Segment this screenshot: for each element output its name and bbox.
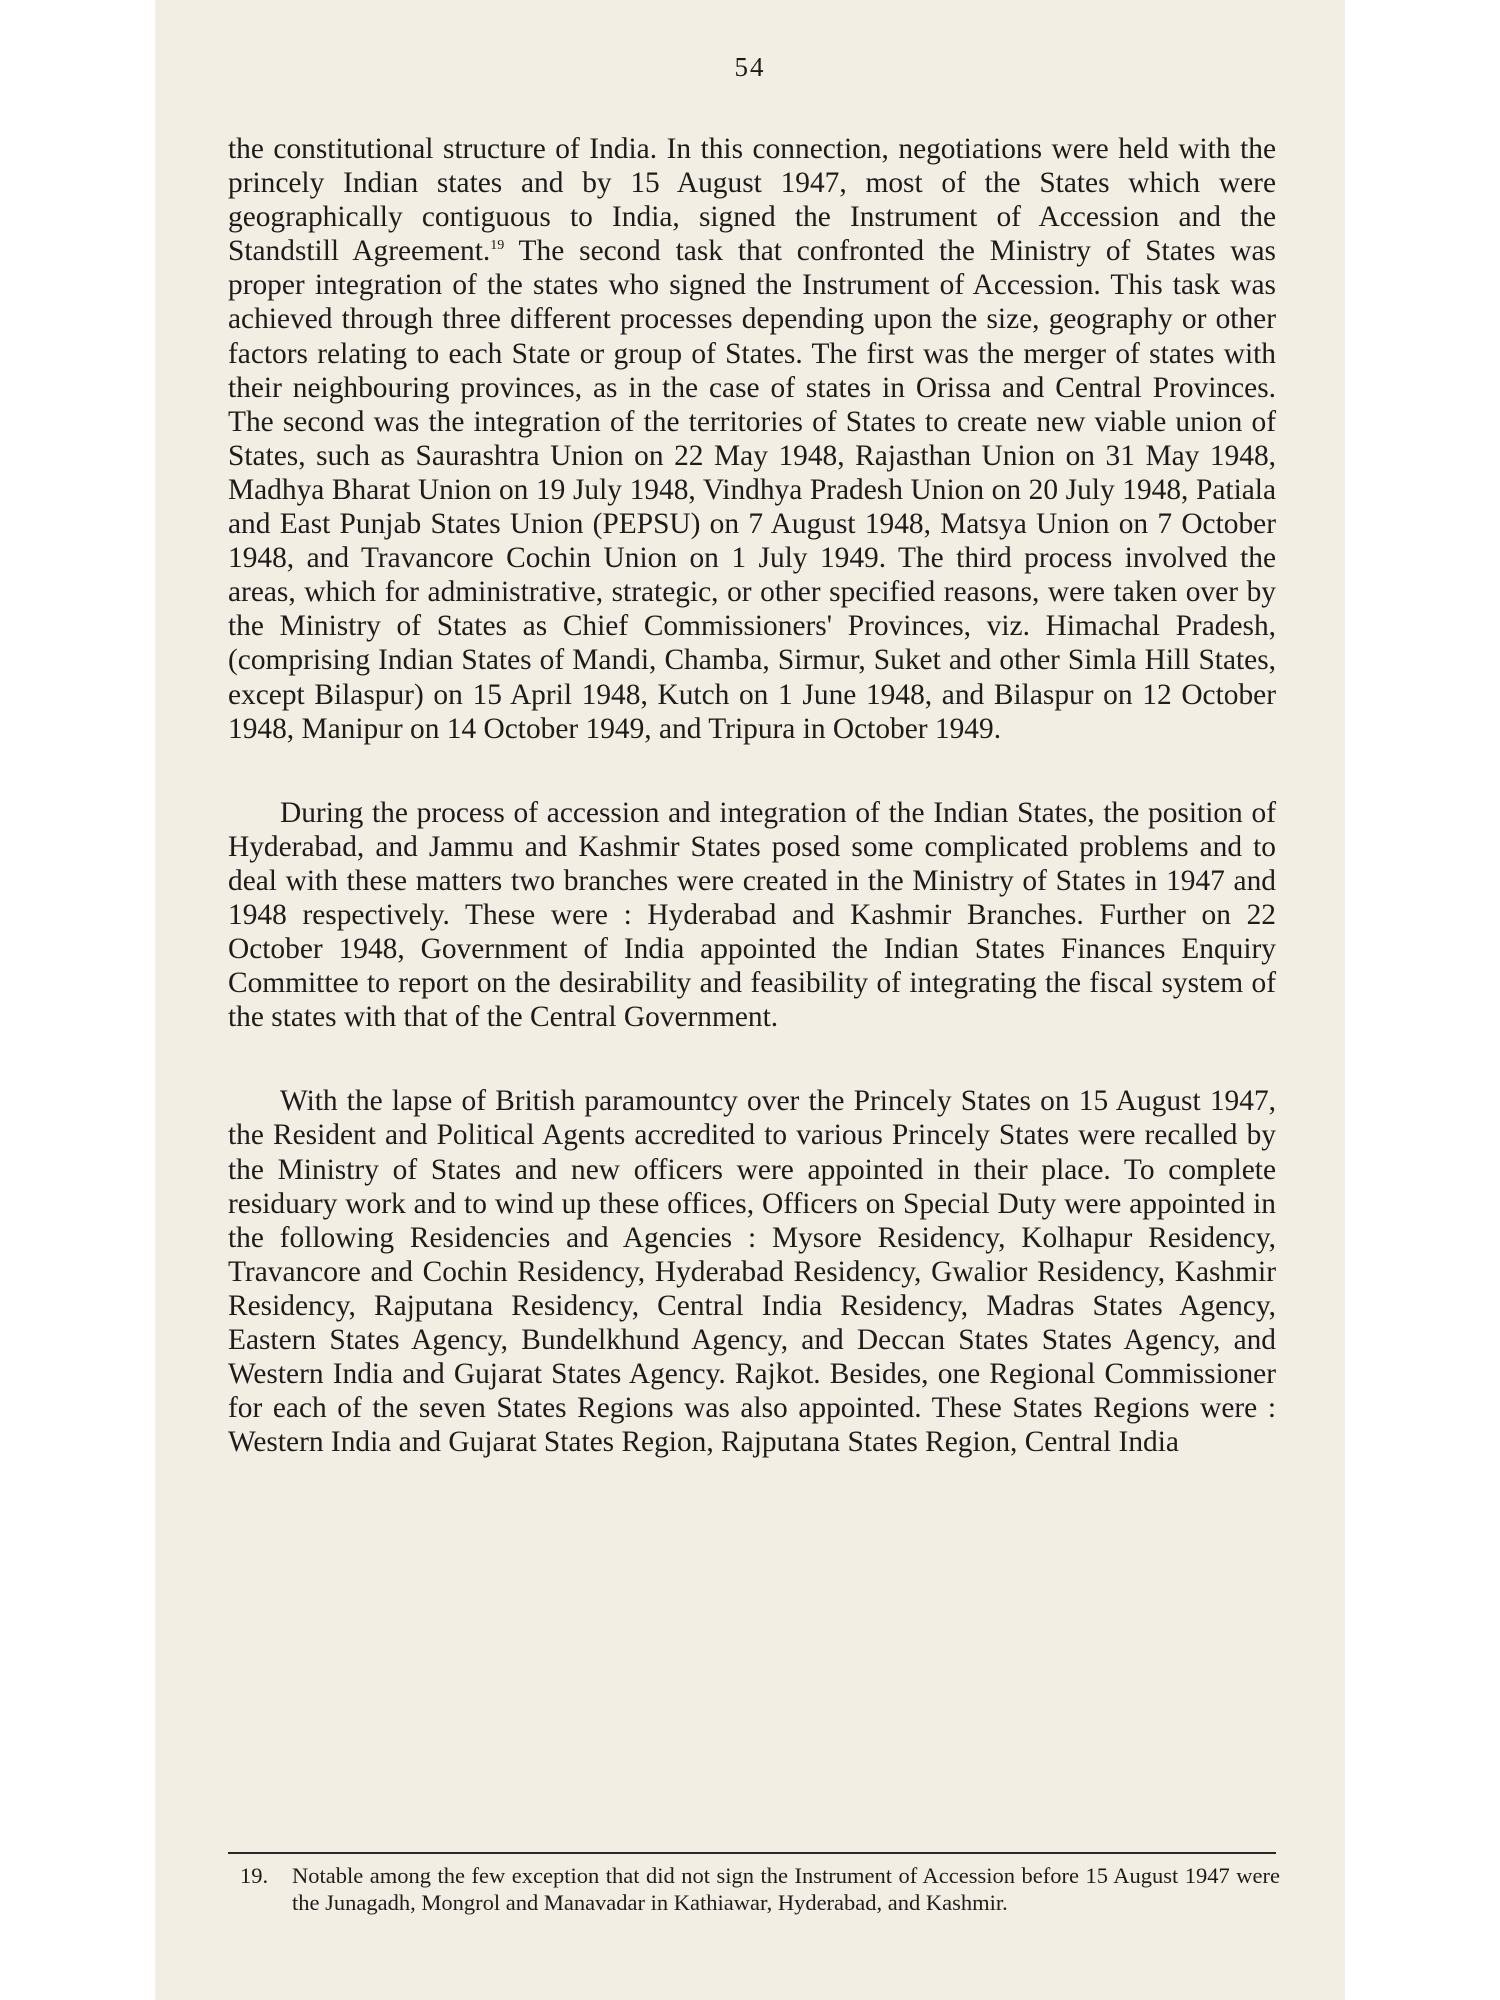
paragraph-3: With the lapse of British paramountcy over the Princely States on 15 August 1947, the Resident and Political Agents accredited to various Princely States were recalled by the Ministry of States and new officers were appointed in their place. To complete residuary work and to wind up these offices, Officers on Special Duty were appointed in the following Residencies and Agencies : Mysore Residency, Kolhapur Residency, Travancore and Cochin Residency, Hyderabad Residency, Gwalior Residency, Kashmir Residency, Rajputana Residency, Central India Residency, Madras States Agency, Eastern States Agency, Bundelkhund Agency, and Deccan States States Agency, and Western India and Gujarat States Agency. Rajkot. Besides, one Regional Commissioner for each of the seven States Regions was also appointed. These States Regions were : Western India and Gujarat States Region, Rajputana States Region, Central India — [228, 1085, 1276, 1459]
footnote-number: 19. — [240, 1863, 269, 1888]
footnote-reference: 19 — [490, 238, 505, 254]
body-text — [228, 132, 1276, 1459]
paragraph-1 — [228, 132, 1276, 746]
paragraph-1-text-end: The second task that confronted the Ministry of States was proper integration of the states who signed the Instrument of Accession. This task was achieved through three different processes depending upon the size, geography or other factors relating to each State or group of States. The first was the merger of states with their neighbouring provinces, as in the case of states in Orissa and Central Provinces. The second was the integration of the territories of States to create new viable union of States, such as Saurashtra Union on 22 May 1948, Rajasthan Union on 31 May 1948, Madhya Bharat Union on 19 July 1948, Vindhya Pradesh Union on 20 July 1948, Patiala and East Punjab States Union (PEPSU) on 7 August 1948, Matsya Union on 7 October 1948, and Travancore Cochin Union on 1 July 1949. The third process involved the areas, which for administrative, strategic, or other specified reasons, were taken over by the Ministry of States as Chief Commissioners' Provinces, viz. Himachal Pradesh, (comprising Indian States of Mandi, Chamba, Sirmur, Suket and other Simla Hill States, except Bilaspur) on 15 April 1948, Kutch on 1 June 1948, and Bilaspur on 12 October 1948, Manipur on 14 October 1949, and Tripura in October 1949. — [228, 235, 1276, 745]
book-page — [155, 0, 1345, 2000]
page-number: 54 — [734, 52, 766, 82]
footnote-divider — [228, 1852, 1276, 1854]
footnote-text: Notable among the few exception that did not sign the Instrument of Accession before 15 August 1947 were the Junagadh, Mongrol and Manavadar in Kathiawar, Hyderabad, and Kashmir. — [292, 1863, 1280, 1915]
paragraph-2: During the process of accession and integration of the Indian States, the position of Hyderabad, and Jammu and Kashmir States posed some complicated problems and to deal with these matters two branches were created in the Ministry of States in 1947 and 1948 respectively. These were : Hyderabad and Kashmir Branches. Further on 22 October 1948, Government of India appointed the Indian States Finances Enquiry Committee to report on the desirability and feasibility of integrating the fiscal system of the states with that of the Central Government. — [228, 796, 1276, 1034]
paragraph-1-text-start: the constitutional structure of India. In this connection, negotiations were held with the princely Indian states and by 15 August 1947, most of the States which were geographically contiguous to India, signed the Instrument of Accession and the Standstill Agreement. — [228, 133, 1276, 268]
footnote — [240, 1862, 1280, 1916]
